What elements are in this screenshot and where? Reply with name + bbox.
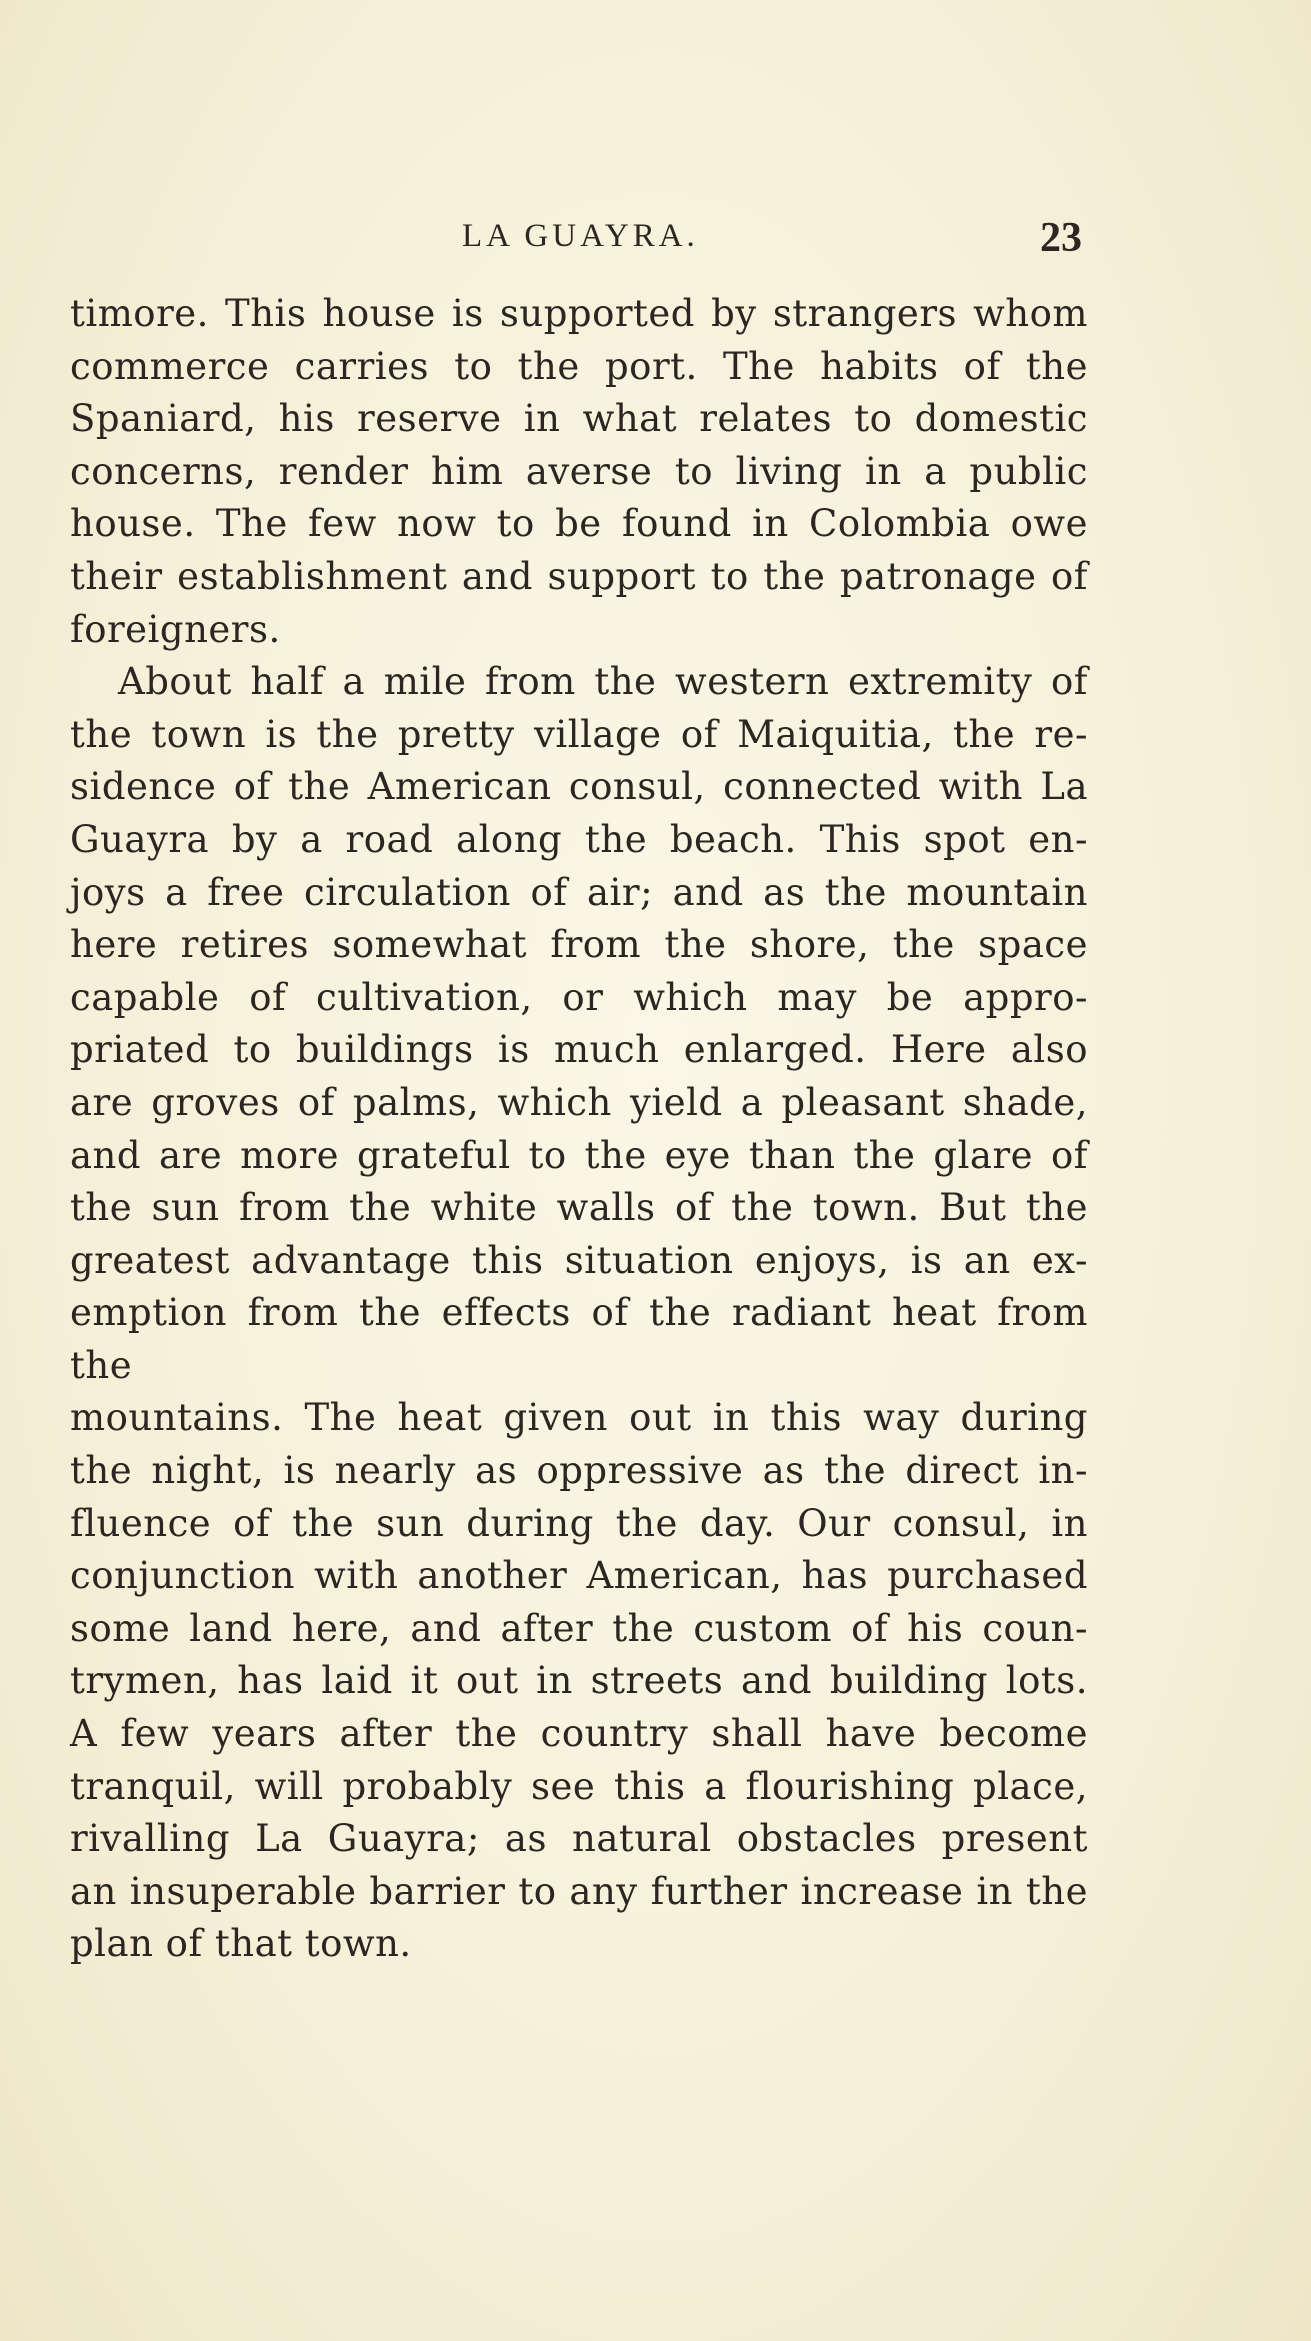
text-line: sidence of the American consul, connected with La [70, 765, 1088, 809]
text-line: joys a free circulation of air; and as the mountain [70, 870, 1088, 914]
text-line: commerce carries to the port. The habits of the [70, 344, 1088, 388]
text-line: emption from the effects of the radiant heat from the [70, 1291, 1088, 1387]
text-line: some land here, and after the custom of his coun- [70, 1606, 1088, 1650]
text-line: capable of cultivation, or which may be appro- [70, 975, 1088, 1019]
text-line: Guayra by a road along the beach. This spot en- [70, 817, 1088, 861]
text-line: the sun from the white walls of the town. But the [70, 1186, 1088, 1230]
paragraph-1 [70, 288, 1088, 656]
page-header [0, 214, 1311, 270]
running-title: LA GUAYRA. [462, 218, 699, 254]
text-line: and are more grateful to the eye than the glare of [70, 1133, 1088, 1177]
text-line: Spaniard, his reserve in what relates to domestic [70, 397, 1088, 441]
text-line: About half a mile from the western extremity of [118, 660, 1088, 704]
text-line: trymen, has laid it out in streets and building lots. [70, 1659, 1088, 1703]
text-line: concerns, render him averse to living in a public [70, 449, 1088, 493]
text-line: tranquil, will probably see this a flourishing place, [70, 1764, 1088, 1808]
text-line: mountains. The heat given out in this way during [70, 1396, 1088, 1440]
page-number: 23 [1040, 215, 1082, 261]
text-line: the town is the pretty village of Maiquitia, the re- [70, 712, 1088, 756]
text-line: the night, is nearly as oppressive as the direct in- [70, 1449, 1088, 1493]
text-line: rivalling La Guayra; as natural obstacles present [70, 1817, 1088, 1861]
text-line: fluence of the sun during the day. Our consul, in [70, 1501, 1088, 1545]
body-text [70, 288, 1088, 1971]
text-line: their establishment and support to the patronage of [70, 554, 1088, 598]
text-line: A few years after the country shall have become [70, 1712, 1088, 1756]
text-line: greatest advantage this situation enjoys, is an ex- [70, 1238, 1088, 1282]
text-line: priated to buildings is much enlarged. Here also [70, 1028, 1088, 1072]
text-line: foreigners. [70, 607, 281, 651]
text-line: an insuperable barrier to any further increase in the [70, 1869, 1088, 1913]
text-line: conjunction with another American, has purchased [70, 1554, 1088, 1598]
paragraph-2 [70, 656, 1088, 1971]
text-line: house. The few now to be found in Colombia owe [70, 502, 1088, 546]
text-line: plan of that town. [70, 1922, 412, 1966]
text-line: are groves of palms, which yield a pleasant shade, [70, 1080, 1088, 1124]
text-line: here retires somewhat from the shore, the space [70, 923, 1088, 967]
text-line: timore. This house is supported by strangers whom [70, 292, 1088, 335]
